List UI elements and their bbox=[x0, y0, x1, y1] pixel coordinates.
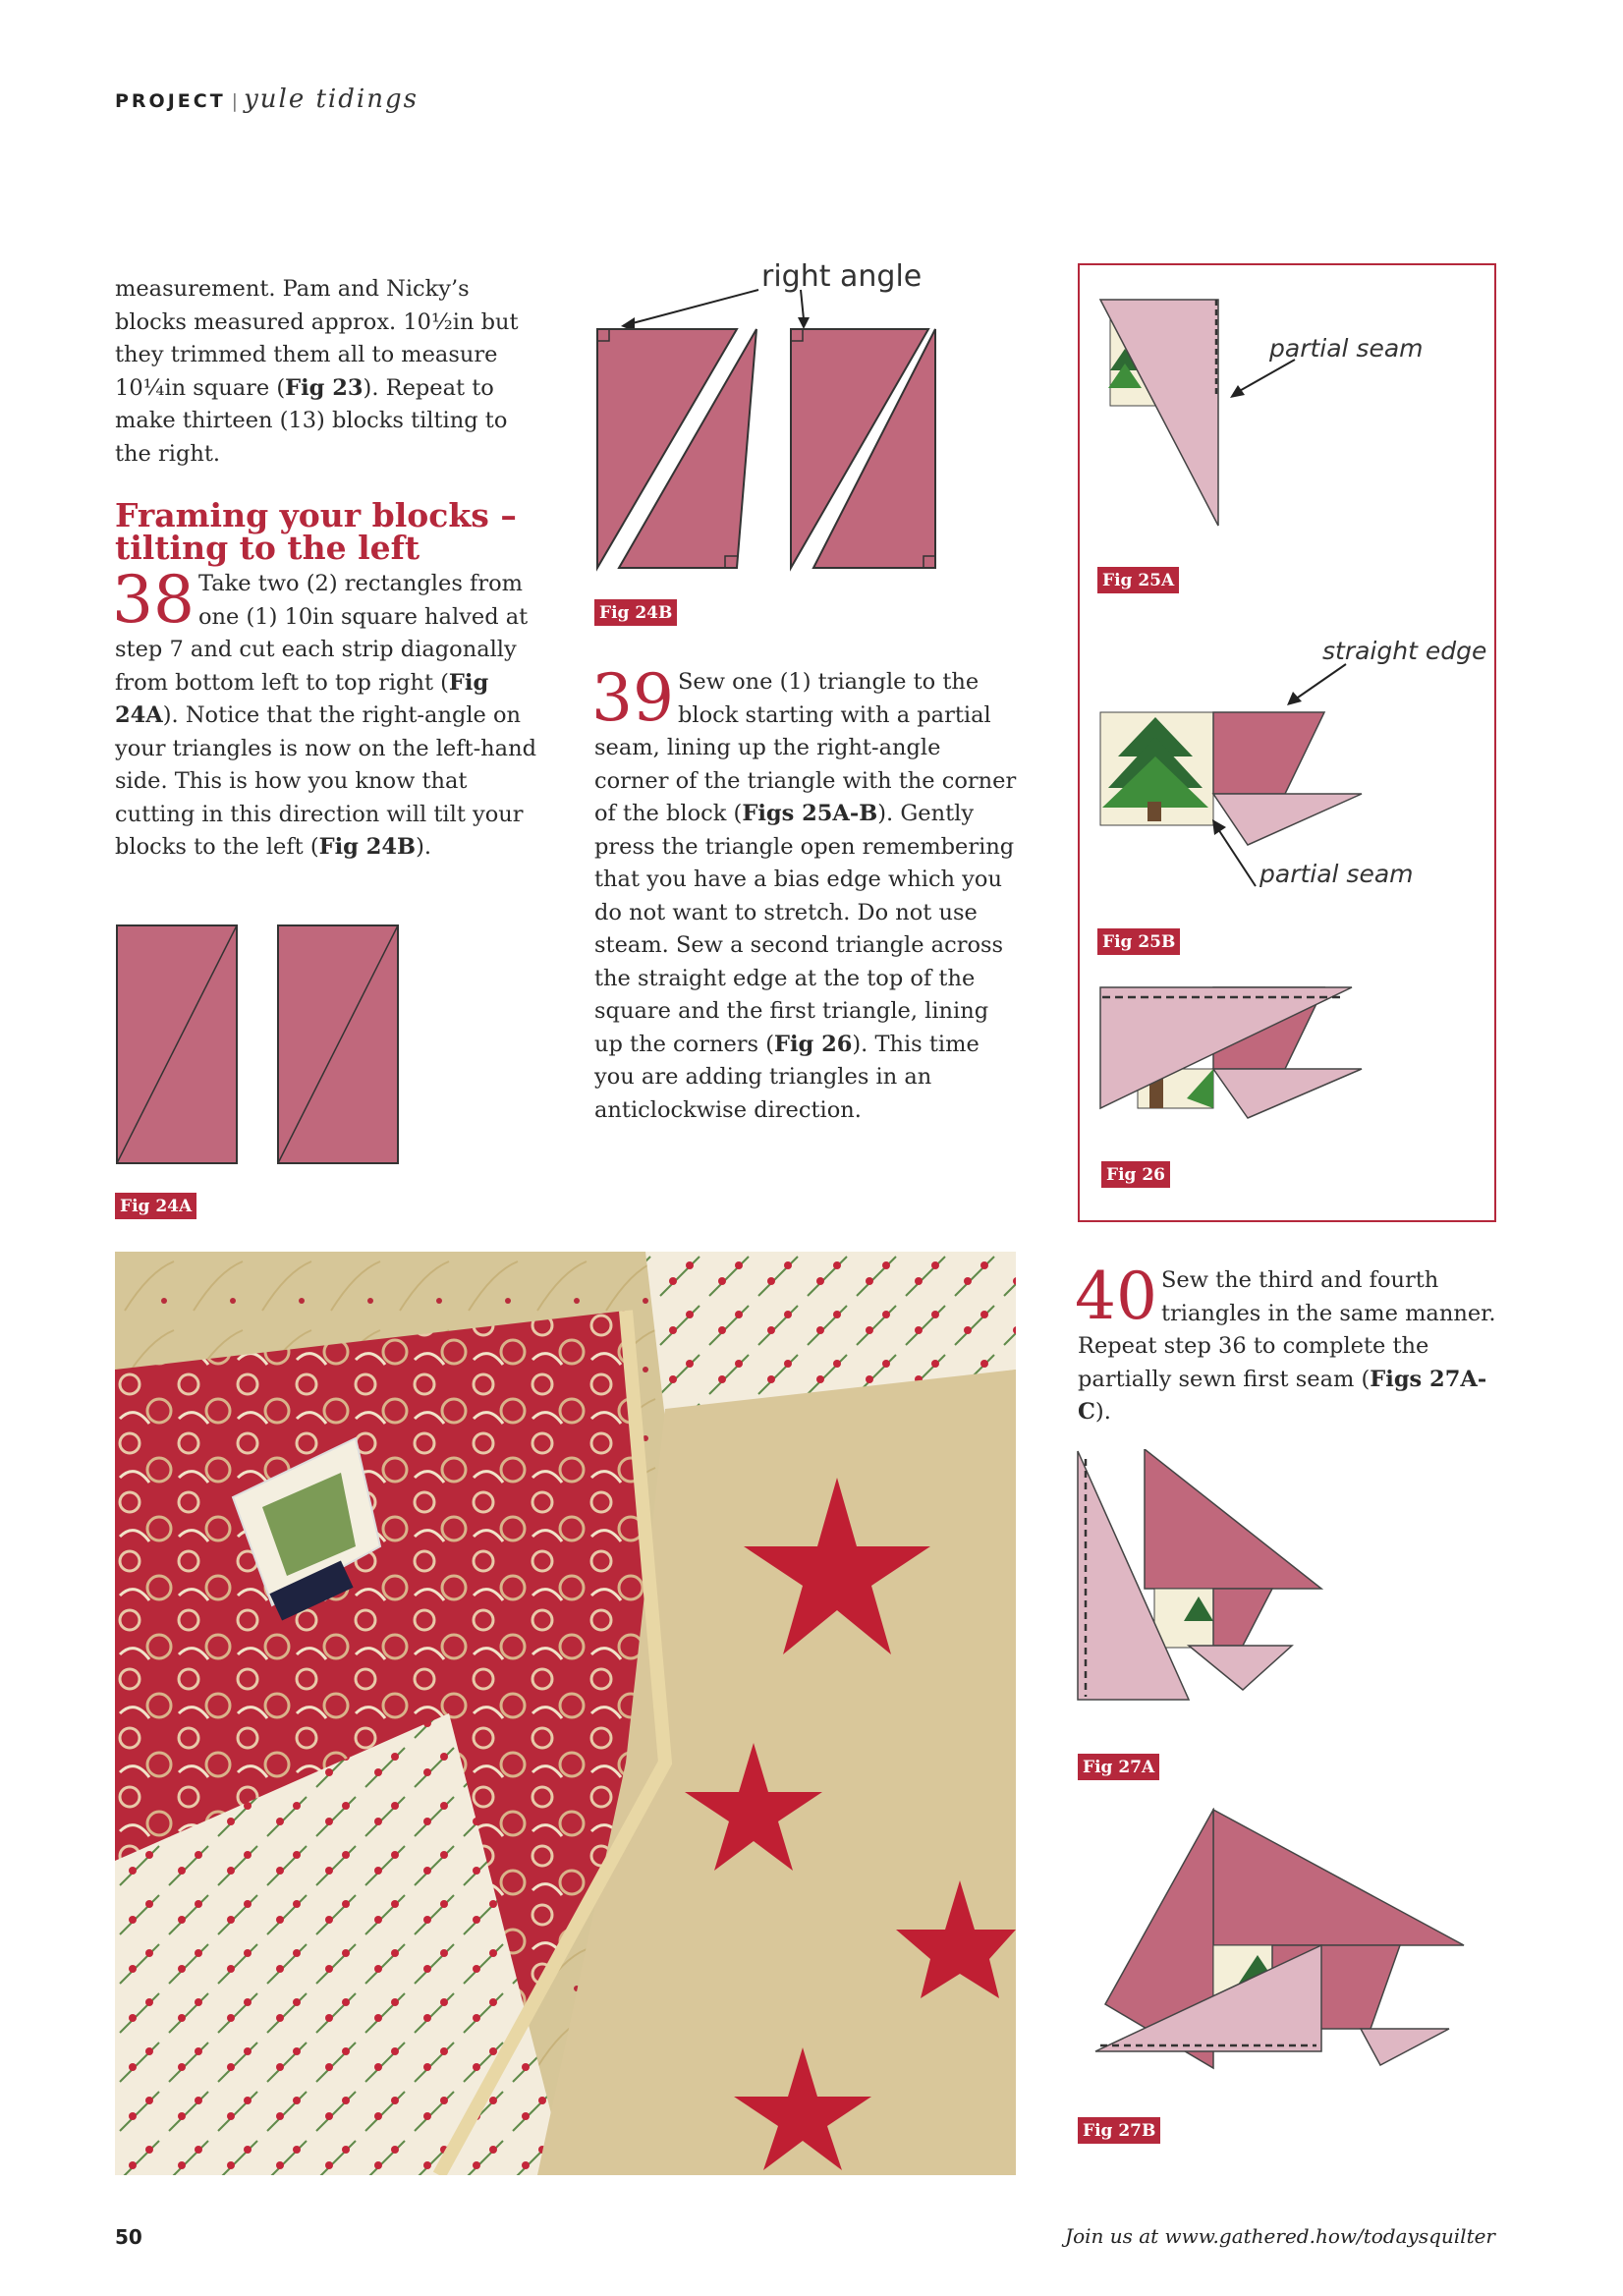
quilt-photo-illustration bbox=[115, 1252, 1016, 2175]
callout-arrow-25a-head bbox=[1230, 385, 1245, 398]
callout-arrow-25a bbox=[1226, 356, 1305, 405]
fig-25a-triangle bbox=[1100, 300, 1218, 526]
callout-arrow-25b-head bbox=[1287, 692, 1302, 705]
pink-triangle bbox=[1213, 712, 1324, 794]
fig-24b-diagram bbox=[589, 280, 943, 575]
step-38-fig-ref-a: Fig 24A bbox=[115, 669, 489, 728]
callout-arrow-25b-seam-head bbox=[1212, 819, 1226, 835]
fig-27a-diagram bbox=[1076, 1449, 1331, 1729]
step-40-text-a: Sew the third and fourth triangles in the same manner. Repeat step 36 to complete the partially sewn first seam ( bbox=[1078, 1267, 1496, 1392]
straight-edge-callout: straight edge bbox=[1322, 637, 1487, 665]
step-38 bbox=[112, 562, 539, 865]
top-pink-triangle bbox=[1145, 1449, 1321, 1589]
intro-text-a: measurement. Pam and Nicky’s blocks measured approx. 10½in but they trimmed them all to measure 10¼in square ( bbox=[115, 276, 519, 401]
callout-arrow-25b-line bbox=[1295, 664, 1346, 700]
right-angle-callout: right angle bbox=[761, 259, 923, 294]
callout-arrow-25b bbox=[1277, 660, 1356, 709]
callout-arrow-25b-seam bbox=[1206, 815, 1265, 894]
footer-link[interactable]: Join us at www.gathered.how/todaysquilter bbox=[1065, 2224, 1495, 2248]
tree-trunk bbox=[1147, 802, 1161, 821]
header-separator: | bbox=[231, 90, 239, 112]
step-38-text-e: ). bbox=[416, 834, 431, 860]
intro-text-c: ). Repeat to make thirteen (13) blocks tilting to the right. bbox=[115, 374, 508, 467]
step-38-text-c: ). Notice that the right-angle on your triangles is now on the left-hand side. This is how you know that cutting in this direction will tilt your blocks to the left ( bbox=[115, 702, 536, 860]
step-40-fig-ref: Figs 27A-C bbox=[1078, 1366, 1487, 1425]
step-39-text-e: ). This time you are adding triangles in an anticlockwise direction. bbox=[594, 1031, 979, 1123]
step-39-fig-ref-b: Fig 26 bbox=[774, 1031, 853, 1057]
step-39-number: 39 bbox=[591, 660, 674, 736]
step-38-text-a: Take two (2) rectangles from one (1) 10in square halved at step 7 and cut each strip diagonally from bottom left to top right ( bbox=[115, 571, 529, 696]
callout-arrow-25b-seam-line bbox=[1218, 829, 1256, 886]
intro-fig-ref: Fig 23 bbox=[285, 374, 364, 401]
step-38-number: 38 bbox=[112, 562, 195, 638]
fig-24a-label: Fig 24A bbox=[115, 1193, 196, 1219]
arrow-line-2 bbox=[801, 290, 804, 319]
callout-arrow-25a-line bbox=[1236, 360, 1295, 393]
arrow-head-2 bbox=[798, 317, 810, 329]
top-pink-triangle bbox=[1213, 1810, 1464, 1945]
fig-25a-label: Fig 25A bbox=[1097, 567, 1179, 593]
partial-seam-callout-2: partial seam bbox=[1259, 860, 1414, 888]
fig-27b-diagram bbox=[1076, 1808, 1469, 2083]
bottom-pale-triangle bbox=[1361, 2029, 1449, 2065]
project-title: yule tidings bbox=[244, 84, 419, 114]
section-heading: Framing your blocks – tilting to the left bbox=[115, 496, 517, 567]
fig-27b-label: Fig 27B bbox=[1078, 2117, 1160, 2144]
arrow-line-1 bbox=[629, 290, 758, 324]
fig-26-diagram bbox=[1098, 982, 1373, 1120]
fig-24a-diagram bbox=[115, 924, 410, 1169]
pale-triangle bbox=[1213, 1069, 1362, 1118]
step-40-number: 40 bbox=[1075, 1259, 1157, 1334]
step-40-text-c: ). bbox=[1094, 1399, 1111, 1425]
fig-25b-label: Fig 25B bbox=[1097, 928, 1180, 955]
intro-paragraph bbox=[115, 273, 537, 471]
side-pink-triangle bbox=[1213, 1589, 1272, 1646]
fig-24b-label: Fig 24B bbox=[594, 599, 677, 626]
step-38-fig-ref-b: Fig 24B bbox=[318, 834, 417, 860]
section-header bbox=[115, 84, 419, 114]
fig-26-label: Fig 26 bbox=[1101, 1161, 1170, 1188]
step-39-fig-ref-a: Figs 25A-B bbox=[742, 801, 878, 826]
step-39-text-c: ). Gently press the triangle open remembering that you have a bias edge which you do not want to stretch. Do not use steam. Sew a second triangle across the straight edge at the top of the square and the first triangle, lining up the corners ( bbox=[594, 801, 1015, 1057]
step-40 bbox=[1075, 1259, 1505, 1429]
fig-25a-diagram bbox=[1091, 290, 1238, 535]
step-39 bbox=[591, 660, 1017, 1127]
fig-27a-label: Fig 27A bbox=[1078, 1754, 1159, 1780]
page-number: 50 bbox=[115, 2225, 142, 2249]
partial-seam-callout-1: partial seam bbox=[1269, 334, 1424, 363]
quilt-photo bbox=[115, 1252, 1016, 2175]
step-39-text-a: Sew one (1) triangle to the block starting with a partial seam, lining up the right-angle corner of the triangle with the corner of the block ( bbox=[594, 669, 1017, 826]
section-label: PROJECT bbox=[115, 90, 226, 112]
bottom-pale-triangle bbox=[1189, 1646, 1292, 1690]
